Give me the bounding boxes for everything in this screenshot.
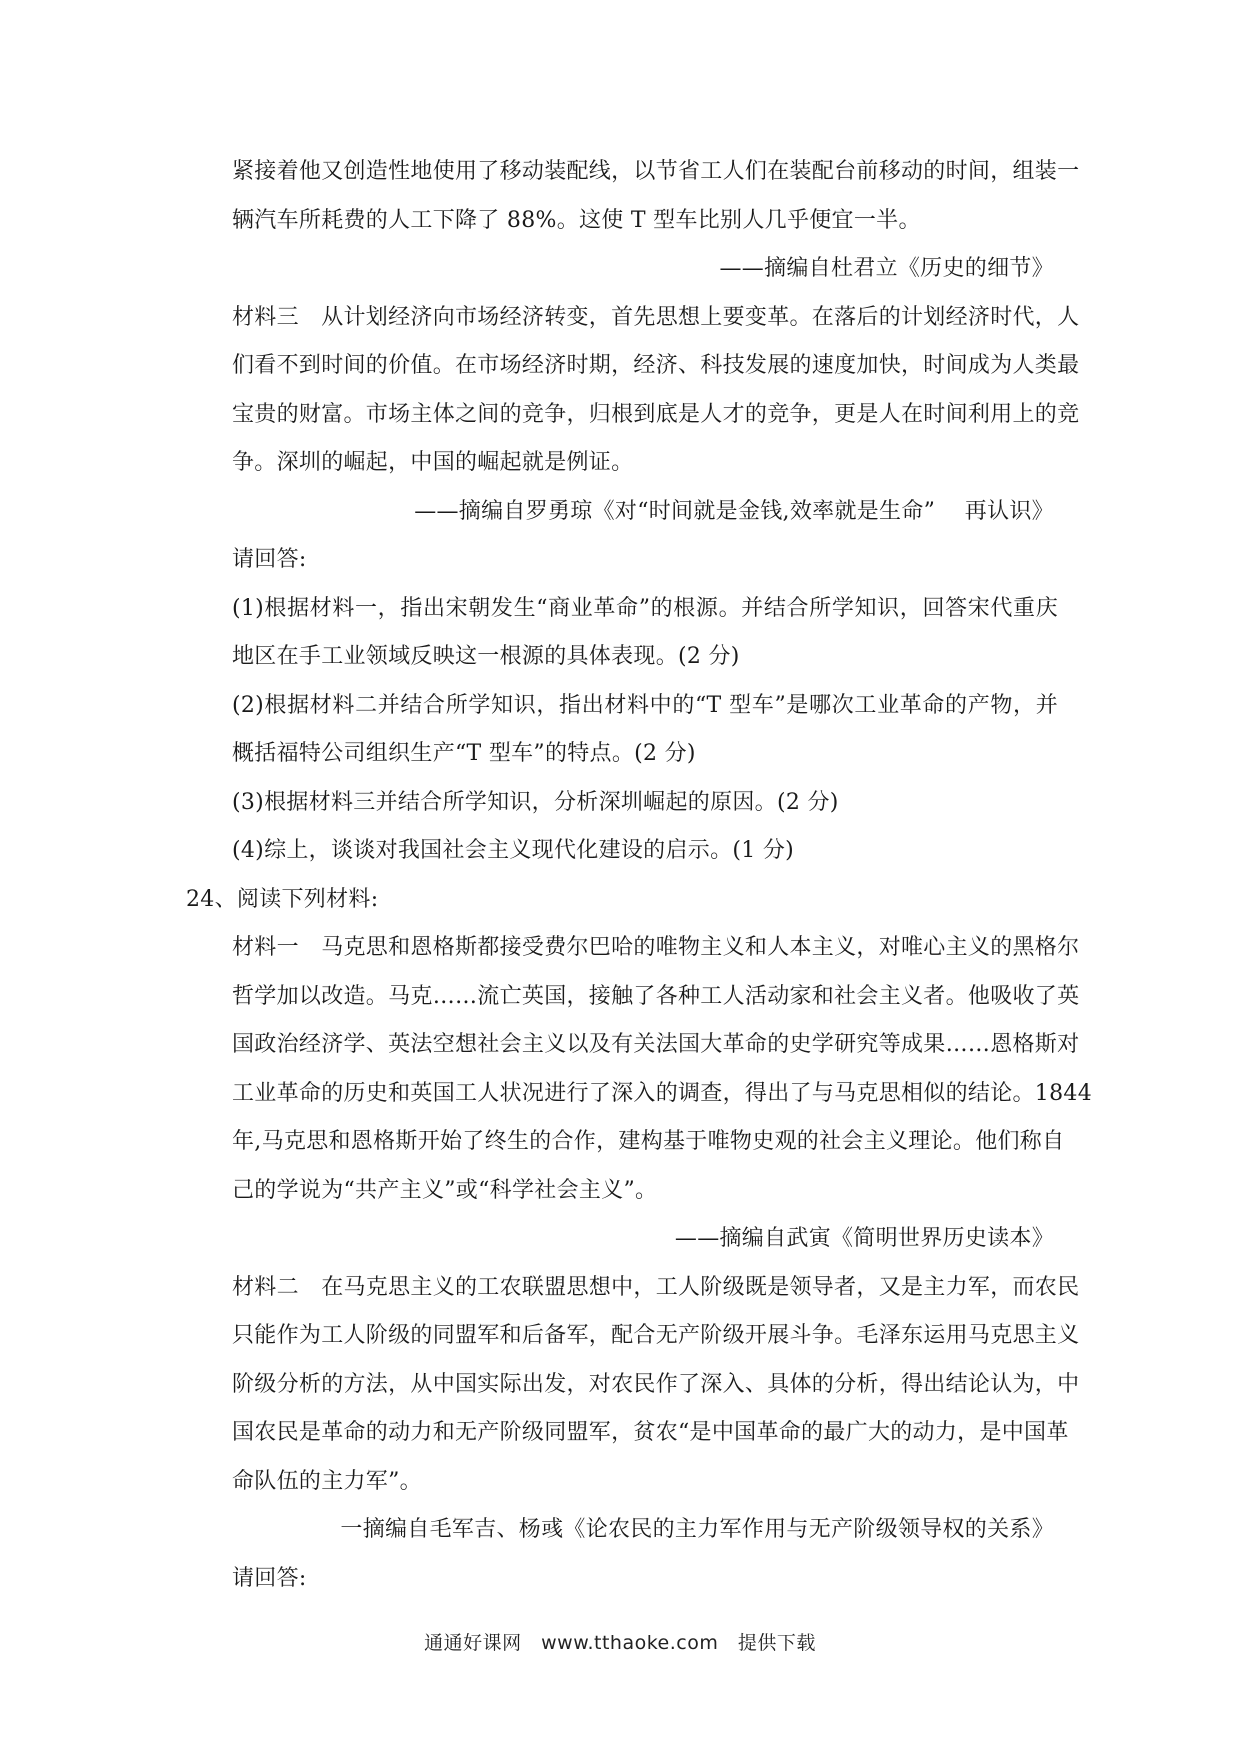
question-4: (4)综上，谈谈对我国社会主义现代化建设的启示。(1 分) — [232, 838, 795, 863]
material-one-heading-line: 材料一 马克思和恩格斯都接受费尔巴哈的唯物主义和人本主义，对唯心主义的黑格尔 — [232, 935, 1080, 960]
footer-watermark: 通通好课网 www.tthaoke.com 提供下载 — [424, 1632, 816, 1654]
citation: ——摘编自武寅《简明世界历史读本》 — [674, 1226, 1054, 1251]
text-line: 们看不到时间的价值。在市场经济时期，经济、科技发展的速度加快，时间成为人类最 — [232, 353, 1080, 378]
text-line: 命队伍的主力军”。 — [232, 1468, 422, 1494]
text-line: 争。深圳的崛起，中国的崛起就是例证。 — [232, 450, 634, 475]
material-three-heading-line: 材料三 从计划经济向市场经济转变，首先思想上要变革。在落后的计划经济时代，人 — [232, 304, 1080, 330]
text-line: 工业革命的历史和英国工人状况进行了深入的调查，得出了与马克思相似的结论。1844 — [232, 1080, 1092, 1106]
question-24-heading: 24、阅读下列材料: — [186, 886, 379, 912]
question-3: (3)根据材料三并结合所学知识，分析深圳崛起的原因。(2 分) — [232, 789, 839, 815]
citation: 一摘编自毛军吉、杨彧《论农民的主力军作用与无产阶级领导权的关系》 — [340, 1517, 1054, 1542]
text-line: 国政治经济学、英法空想社会主义以及有关法国大革命的史学研究等成果……恩格斯对 — [232, 1032, 1080, 1057]
citation: ——摘编自罗勇琼《对“时间就是金钱,效率就是生命” 再认识》 — [414, 498, 1054, 524]
text-line: 己的学说为“共产主义”或“科学社会主义”。 — [232, 1177, 658, 1203]
question-1: (1)根据材料一，指出宋朝发生“商业革命”的根源。并结合所学知识，回答宋代重庆 — [232, 595, 1058, 621]
material-two-heading-line: 材料二 在马克思主义的工农联盟思想中，工人阶级既是领导者，又是主力军，而农民 — [232, 1274, 1080, 1300]
text-line: 哲学加以改造。马克……流亡英国，接触了各种工人活动家和社会主义者。他吸收了英 — [232, 983, 1080, 1009]
citation: ——摘编自杜君立《历史的细节》 — [719, 256, 1054, 281]
prompt-label: 请回答: — [232, 547, 307, 572]
text-line: 国农民是革命的动力和无产阶级同盟军，贫农“是中国革命的最广大的动力，是中国革 — [232, 1420, 1069, 1445]
text-line: 宝贵的财富。市场主体之间的竞争，归根到底是人才的竞争，更是人在时间利用上的竞 — [232, 401, 1080, 427]
question-2-continued: 概括福特公司组织生产“T 型车”的特点。(2 分) — [232, 741, 696, 766]
text-line: 辆汽车所耗费的人工下降了 88%。这使 T 型车比别人几乎便宜一半。 — [232, 207, 921, 233]
prompt-label: 请回答: — [232, 1565, 307, 1591]
text-line: 只能作为工人阶级的同盟军和后备军，配合无产阶级开展斗争。毛泽东运用马克思主义 — [232, 1323, 1080, 1348]
question-1-continued: 地区在手工业领域反映这一根源的具体表现。(2 分) — [232, 644, 740, 669]
question-2: (2)根据材料二并结合所学知识，指出材料中的“T 型车”是哪次工业革命的产物，并 — [232, 692, 1058, 718]
text-line: 阶级分析的方法，从中国实际出发，对农民作了深入、具体的分析，得出结论认为，中 — [232, 1371, 1080, 1397]
text-line: 年,马克思和恩格斯开始了终生的合作，建构基于唯物史观的社会主义理论。他们称自 — [232, 1129, 1065, 1154]
text-line: 紧接着他又创造性地使用了移动装配线，以节省工人们在装配台前移动的时间，组装一 — [232, 159, 1080, 184]
document-body — [186, 148, 1092, 1603]
